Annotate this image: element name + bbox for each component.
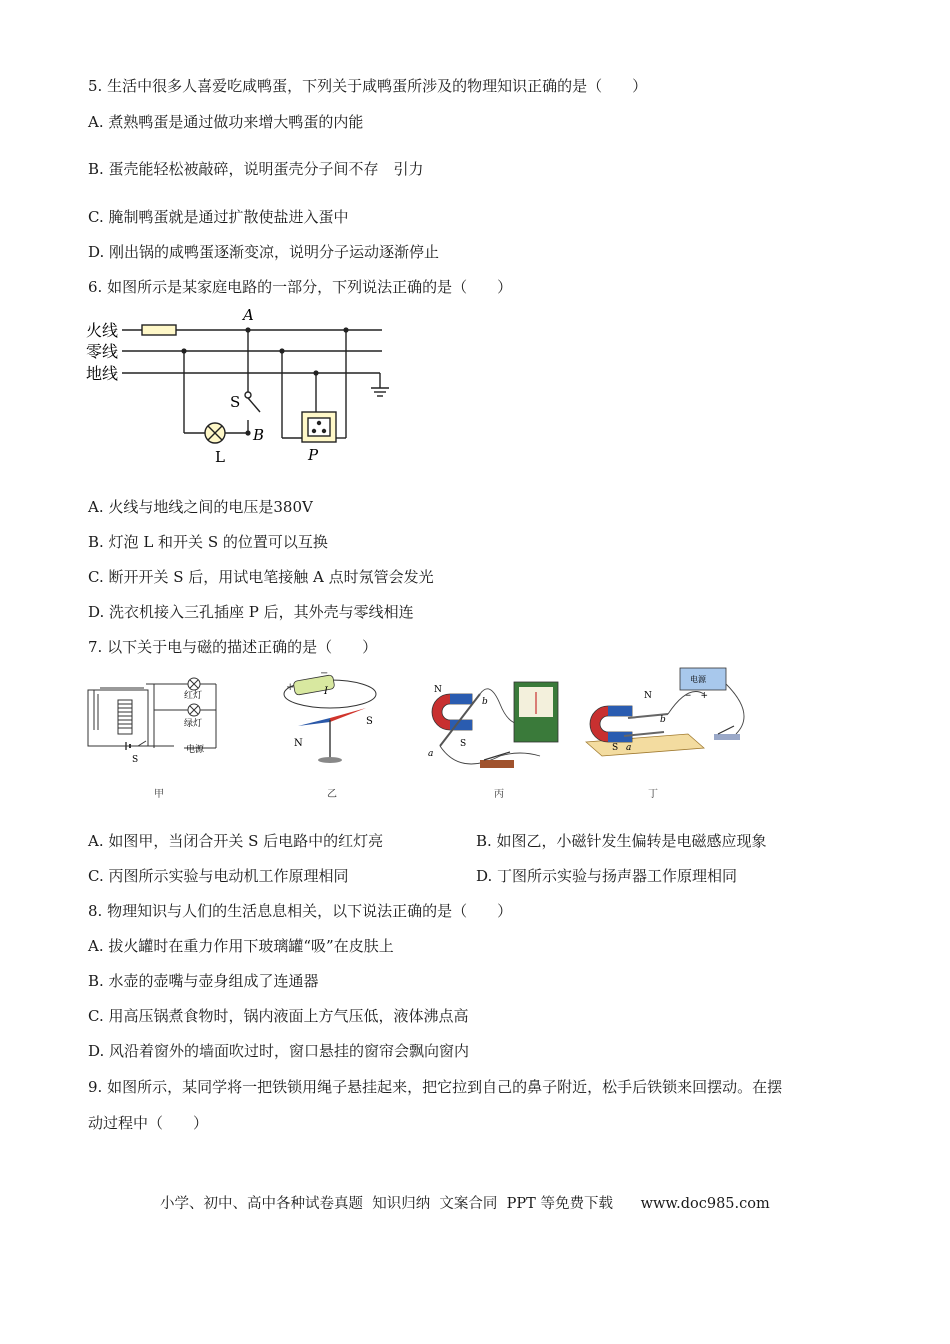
- q6-option-c: C. 断开开关 S 后，用试电笔接触 A 点时氖管会发光: [88, 568, 434, 586]
- svg-text:− +: − +: [684, 691, 709, 701]
- household-circuit-diagram: [84, 304, 404, 474]
- bing-b: b: [482, 697, 488, 707]
- yi-north: N: [294, 738, 303, 749]
- jia-switch: S: [132, 755, 139, 765]
- svg-text:+: +: [286, 682, 295, 693]
- bing-a: a: [428, 749, 434, 759]
- q5-option-a: A. 煮熟鸭蛋是通过做功来增大鸭蛋的内能: [88, 113, 364, 131]
- label-switch: S: [230, 393, 241, 411]
- page-footer: 小学、初中、高中各种试卷真题 知识归纳 文案合同 PPT 等免费下载 www.doc985.com: [160, 1196, 770, 1212]
- figure-yi-oersted: [278, 664, 388, 774]
- q7-option-b: B. 如图乙，小磁针发生偏转是电磁感应现象: [476, 832, 767, 850]
- label-point-a: A: [243, 306, 254, 324]
- label-live: 火线: [86, 321, 119, 340]
- ding-power: 电源: [690, 675, 706, 684]
- q6-option-b: B. 灯泡 L 和开关 S 的位置可以互换: [88, 533, 328, 551]
- figure-jia-relay: [84, 670, 224, 770]
- label-point-b: B: [253, 426, 265, 444]
- figure-bing-induction: [420, 674, 570, 774]
- caption-jia: 甲: [154, 789, 164, 800]
- q8-option-b: B. 水壶的壶嘴与壶身组成了连通器: [88, 972, 319, 990]
- jia-red-lamp: 红灯: [184, 691, 203, 701]
- q5-option-b: B. 蛋壳能轻松被敲碎，说明蛋壳分子间不存 引力: [88, 160, 424, 178]
- ding-north: N: [644, 691, 652, 701]
- caption-ding: 丁: [648, 789, 658, 800]
- jia-power: 电源: [186, 745, 205, 755]
- q8-stem: 8. 物理知识与人们的生活息息相关，以下说法正确的是（ ）: [88, 902, 513, 920]
- caption-bing: 丙: [494, 789, 504, 800]
- q8-option-d: D. 风沿着窗外的墙面吹过时，窗口悬挂的窗帘会飘向窗内: [88, 1042, 470, 1060]
- q7-option-c: C. 丙图所示实验与电动机工作原理相同: [88, 867, 349, 885]
- q6-option-d: D. 洗衣机接入三孔插座 P 后，其外壳与零线相连: [88, 603, 414, 621]
- ding-b: b: [660, 715, 666, 725]
- q8-option-a: A. 拔火罐时在重力作用下玻璃罐“吸”在皮肤上: [88, 937, 394, 955]
- q7-stem: 7. 以下关于电与磁的描述正确的是（ ）: [88, 638, 378, 656]
- ding-a: a: [626, 743, 632, 753]
- svg-text:−: −: [320, 668, 329, 679]
- label-socket: P: [308, 446, 319, 464]
- bing-south: S: [460, 739, 467, 749]
- q9-stem-line2: 动过程中（ ）: [88, 1114, 209, 1132]
- q8-option-c: C. 用高压锅煮食物时，锅内液面上方气压低，液体沸点高: [88, 1007, 469, 1025]
- q6-option-a: A. 火线与地线之间的电压是380V: [88, 498, 313, 516]
- q7-option-d: D. 丁图所示实验与扬声器工作原理相同: [476, 867, 738, 885]
- caption-yi: 乙: [327, 789, 337, 800]
- yi-south: S: [366, 716, 373, 727]
- q5-stem: 5. 生活中很多人喜爱吃咸鸭蛋，下列关于咸鸭蛋所涉及的物理知识正确的是（ ）: [88, 77, 648, 95]
- figure-ding-motor: [584, 664, 754, 774]
- q9-stem-line1: 9. 如图所示，某同学将一把铁锁用绳子悬挂起来，把它拉到自己的鼻子附近，松手后铁锁来回摆动。在摆: [88, 1078, 783, 1096]
- q7-option-a: A. 如图甲，当闭合开关 S 后电路中的红灯亮: [88, 832, 384, 850]
- jia-green-lamp: 绿灯: [184, 719, 203, 729]
- q5-option-d: D. 刚出锅的咸鸭蛋逐渐变凉，说明分子运动逐渐停止: [88, 243, 440, 261]
- q5-option-c: C. 腌制鸭蛋就是通过扩散使盐进入蛋中: [88, 208, 349, 226]
- label-neutral: 零线: [86, 342, 119, 361]
- label-ground: 地线: [86, 364, 119, 383]
- bing-north: N: [434, 685, 442, 695]
- q6-stem: 6. 如图所示是某家庭电路的一部分，下列说法正确的是（ ）: [88, 278, 513, 296]
- label-lamp: L: [215, 448, 225, 466]
- ding-south: S: [612, 743, 619, 753]
- yi-current: I: [324, 686, 328, 697]
